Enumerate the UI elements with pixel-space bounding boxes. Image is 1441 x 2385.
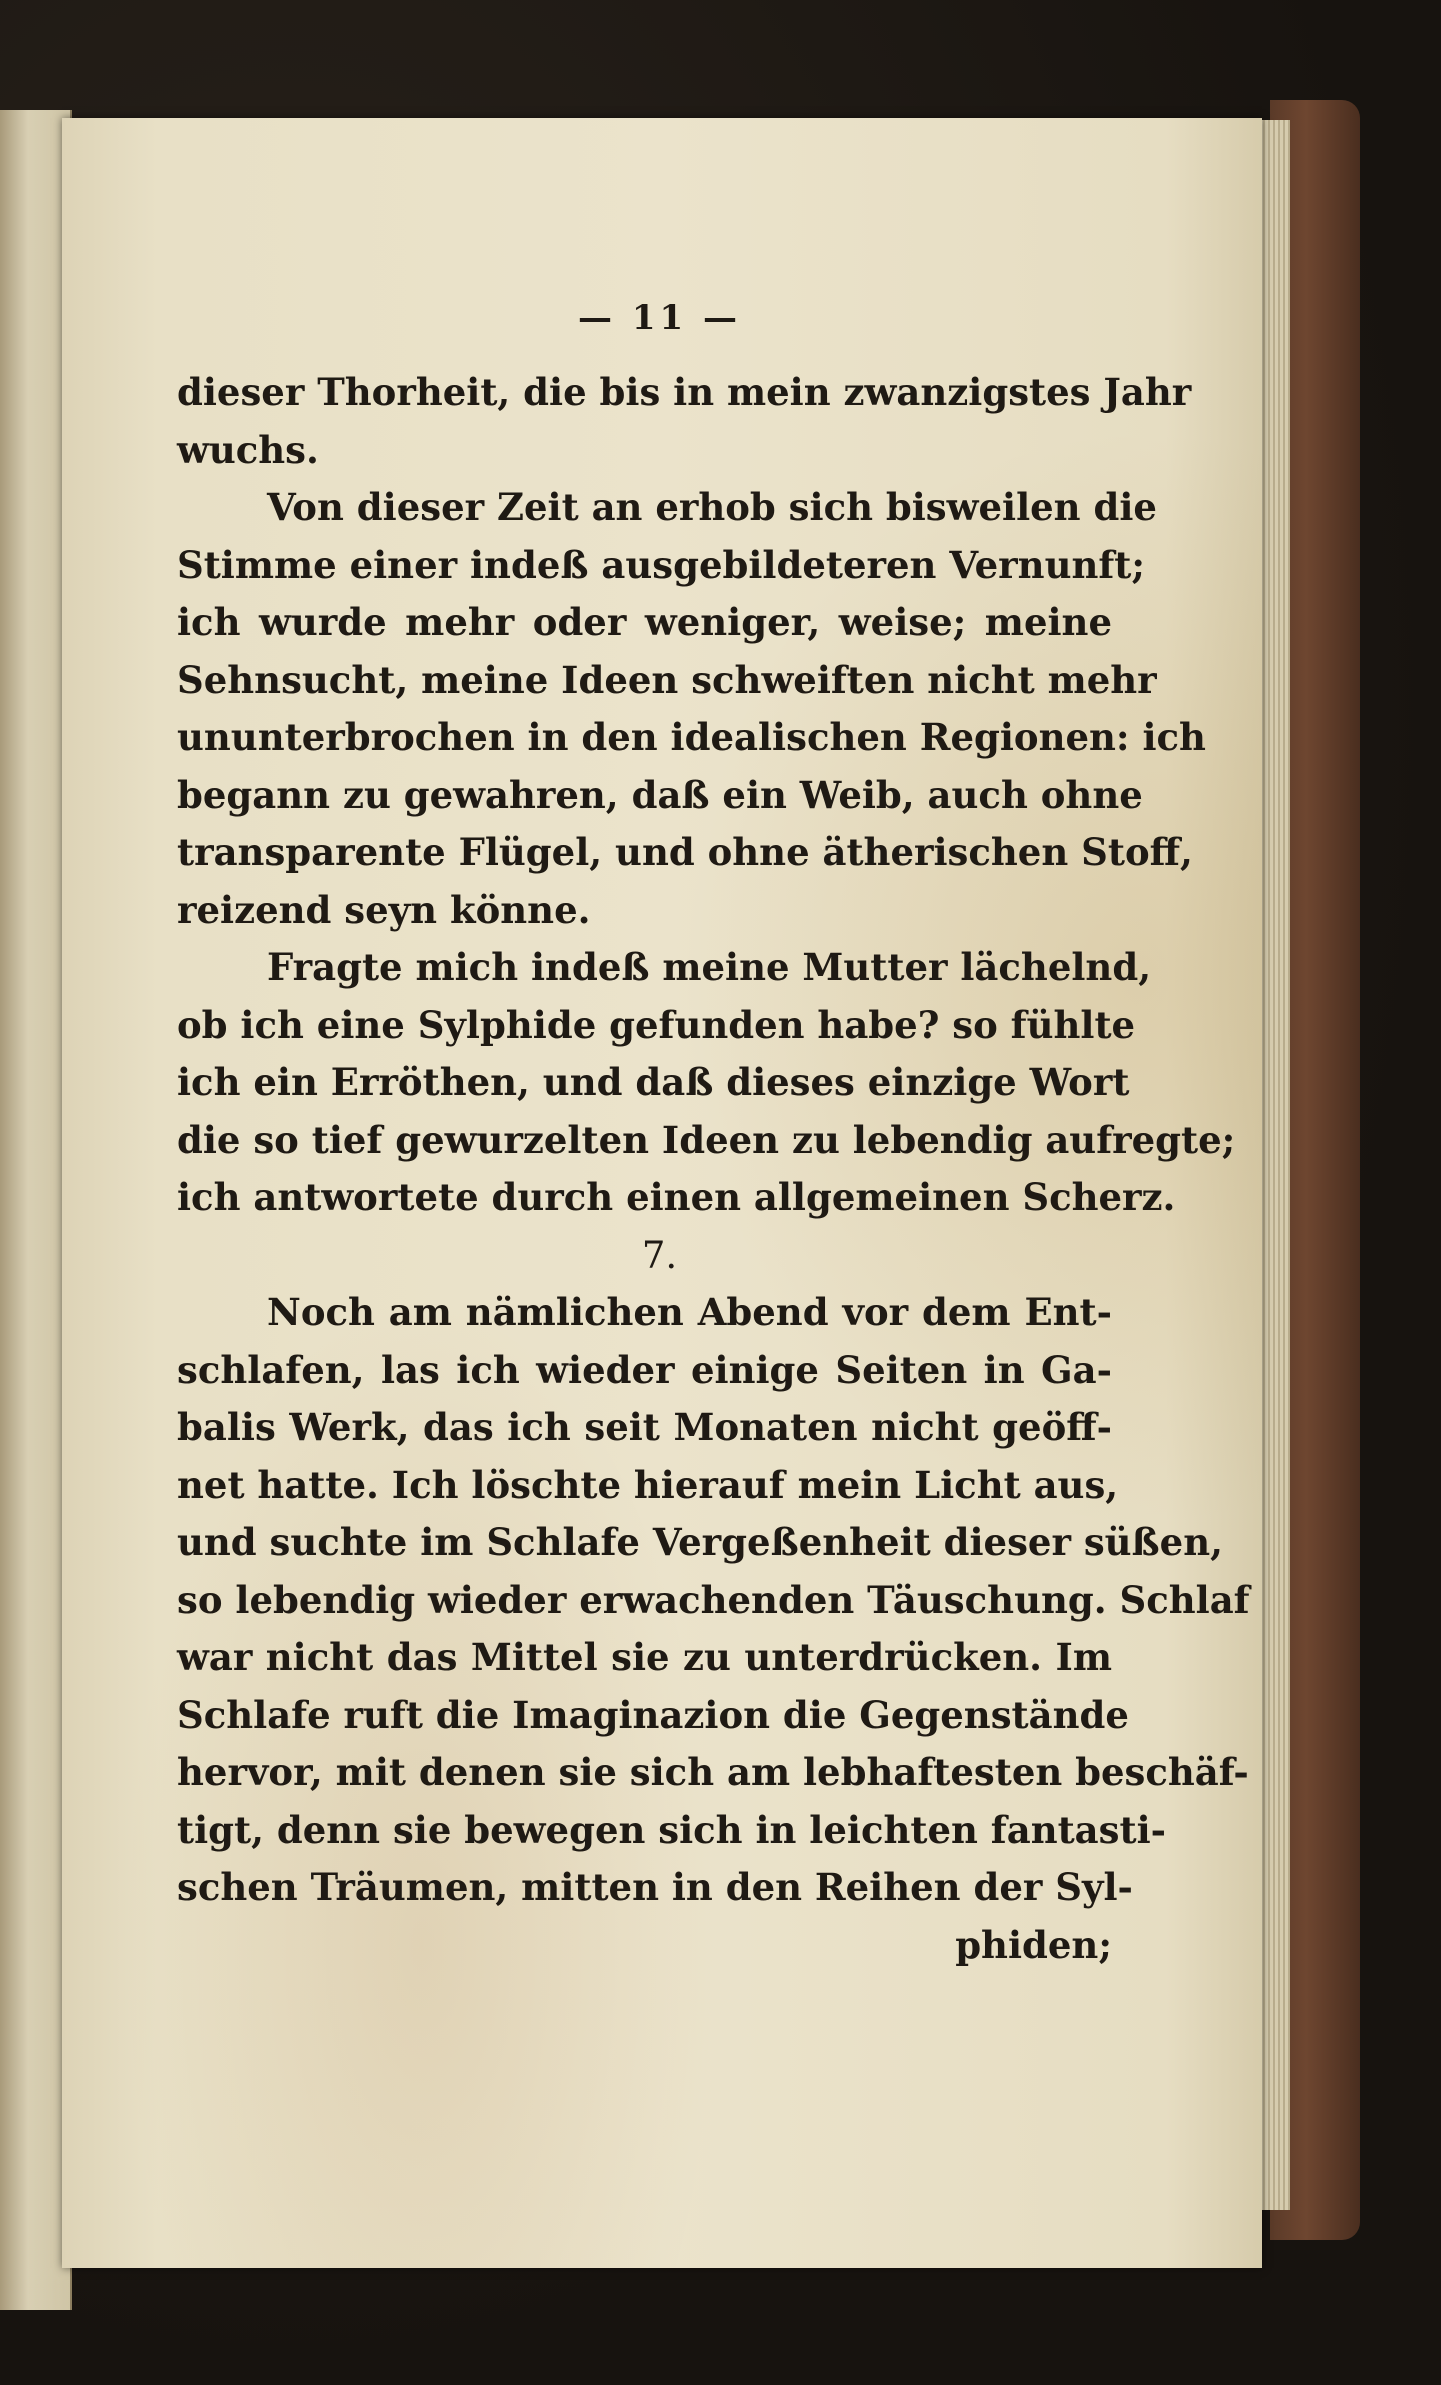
- book-page: [62, 118, 1262, 2268]
- text-line: balis Werk, das ich seit Monaten nicht geöff-: [177, 1405, 1112, 1449]
- text-line: ununterbrochen in den idealischen Regionen: ich: [177, 715, 1206, 759]
- text-line: war nicht das Mittel sie zu unterdrücken. Im: [177, 1635, 1112, 1679]
- text-line: tigt, denn sie bewegen sich in leichten fantasti-: [177, 1807, 1166, 1852]
- text-line: schen Träumen, mitten in den Reihen der Syl-: [177, 1865, 1133, 1909]
- text-line: die so tief gewurzelten Ideen zu lebendig aufregte;: [177, 1117, 1236, 1162]
- section-number: 7.: [641, 1233, 678, 1277]
- text-line: net hatte. Ich löschte hierauf mein Licht aus,: [177, 1462, 1119, 1507]
- text-line: hervor, mit denen sie sich am lebhaftesten beschäf-: [177, 1750, 1249, 1794]
- text-line: Sehnsucht, meine Ideen schweiften nicht mehr: [177, 657, 1157, 702]
- text-line: reizend seyn könne.: [177, 887, 591, 932]
- text-line: ich antwortete durch einen allgemeinen Scherz.: [177, 1175, 1176, 1219]
- text-line: und suchte im Schlafe Vergeßenheit dieser süßen,: [177, 1520, 1223, 1564]
- text-line: dieser Thorheit, die bis in mein zwanzigstes Jahr: [177, 370, 1192, 414]
- text-line: transparente Flügel, und ohne ätherischen Stoff,: [177, 830, 1193, 874]
- text-line: Schlafe ruft die Imaginazion die Gegenstände: [177, 1692, 1129, 1737]
- text-line: wuchs.: [177, 427, 319, 472]
- text-lines: [177, 364, 1250, 1974]
- text-line: ich ein Erröthen, und daß dieses einzige Wort: [177, 1060, 1130, 1104]
- text-line: Stimme einer indeß ausgebildeteren Vernunft;: [177, 542, 1146, 587]
- text-line: phiden;: [955, 1922, 1112, 1967]
- text-line: begann zu gewahren, daß ein Weib, auch ohne: [177, 772, 1143, 817]
- text-line: schlafen, las ich wieder einige Seiten in Ga-: [177, 1347, 1112, 1392]
- text-line: ich wurde mehr oder weniger, weise; meine: [177, 600, 1112, 644]
- page-text: [177, 298, 1250, 1974]
- text-line: Noch am nämlichen Abend vor dem Ent-: [267, 1290, 1112, 1334]
- text-line: Fragte mich indeß meine Mutter lächelnd,: [267, 945, 1152, 989]
- text-line: so lebendig wieder erwachenden Täuschung. Schlaf: [177, 1577, 1250, 1622]
- text-line: ob ich eine Sylphide gefunden habe? so fühlte: [177, 1002, 1136, 1047]
- page-number: — 11 —: [578, 298, 741, 338]
- text-line: Von dieser Zeit an erhob sich bisweilen die: [267, 485, 1157, 529]
